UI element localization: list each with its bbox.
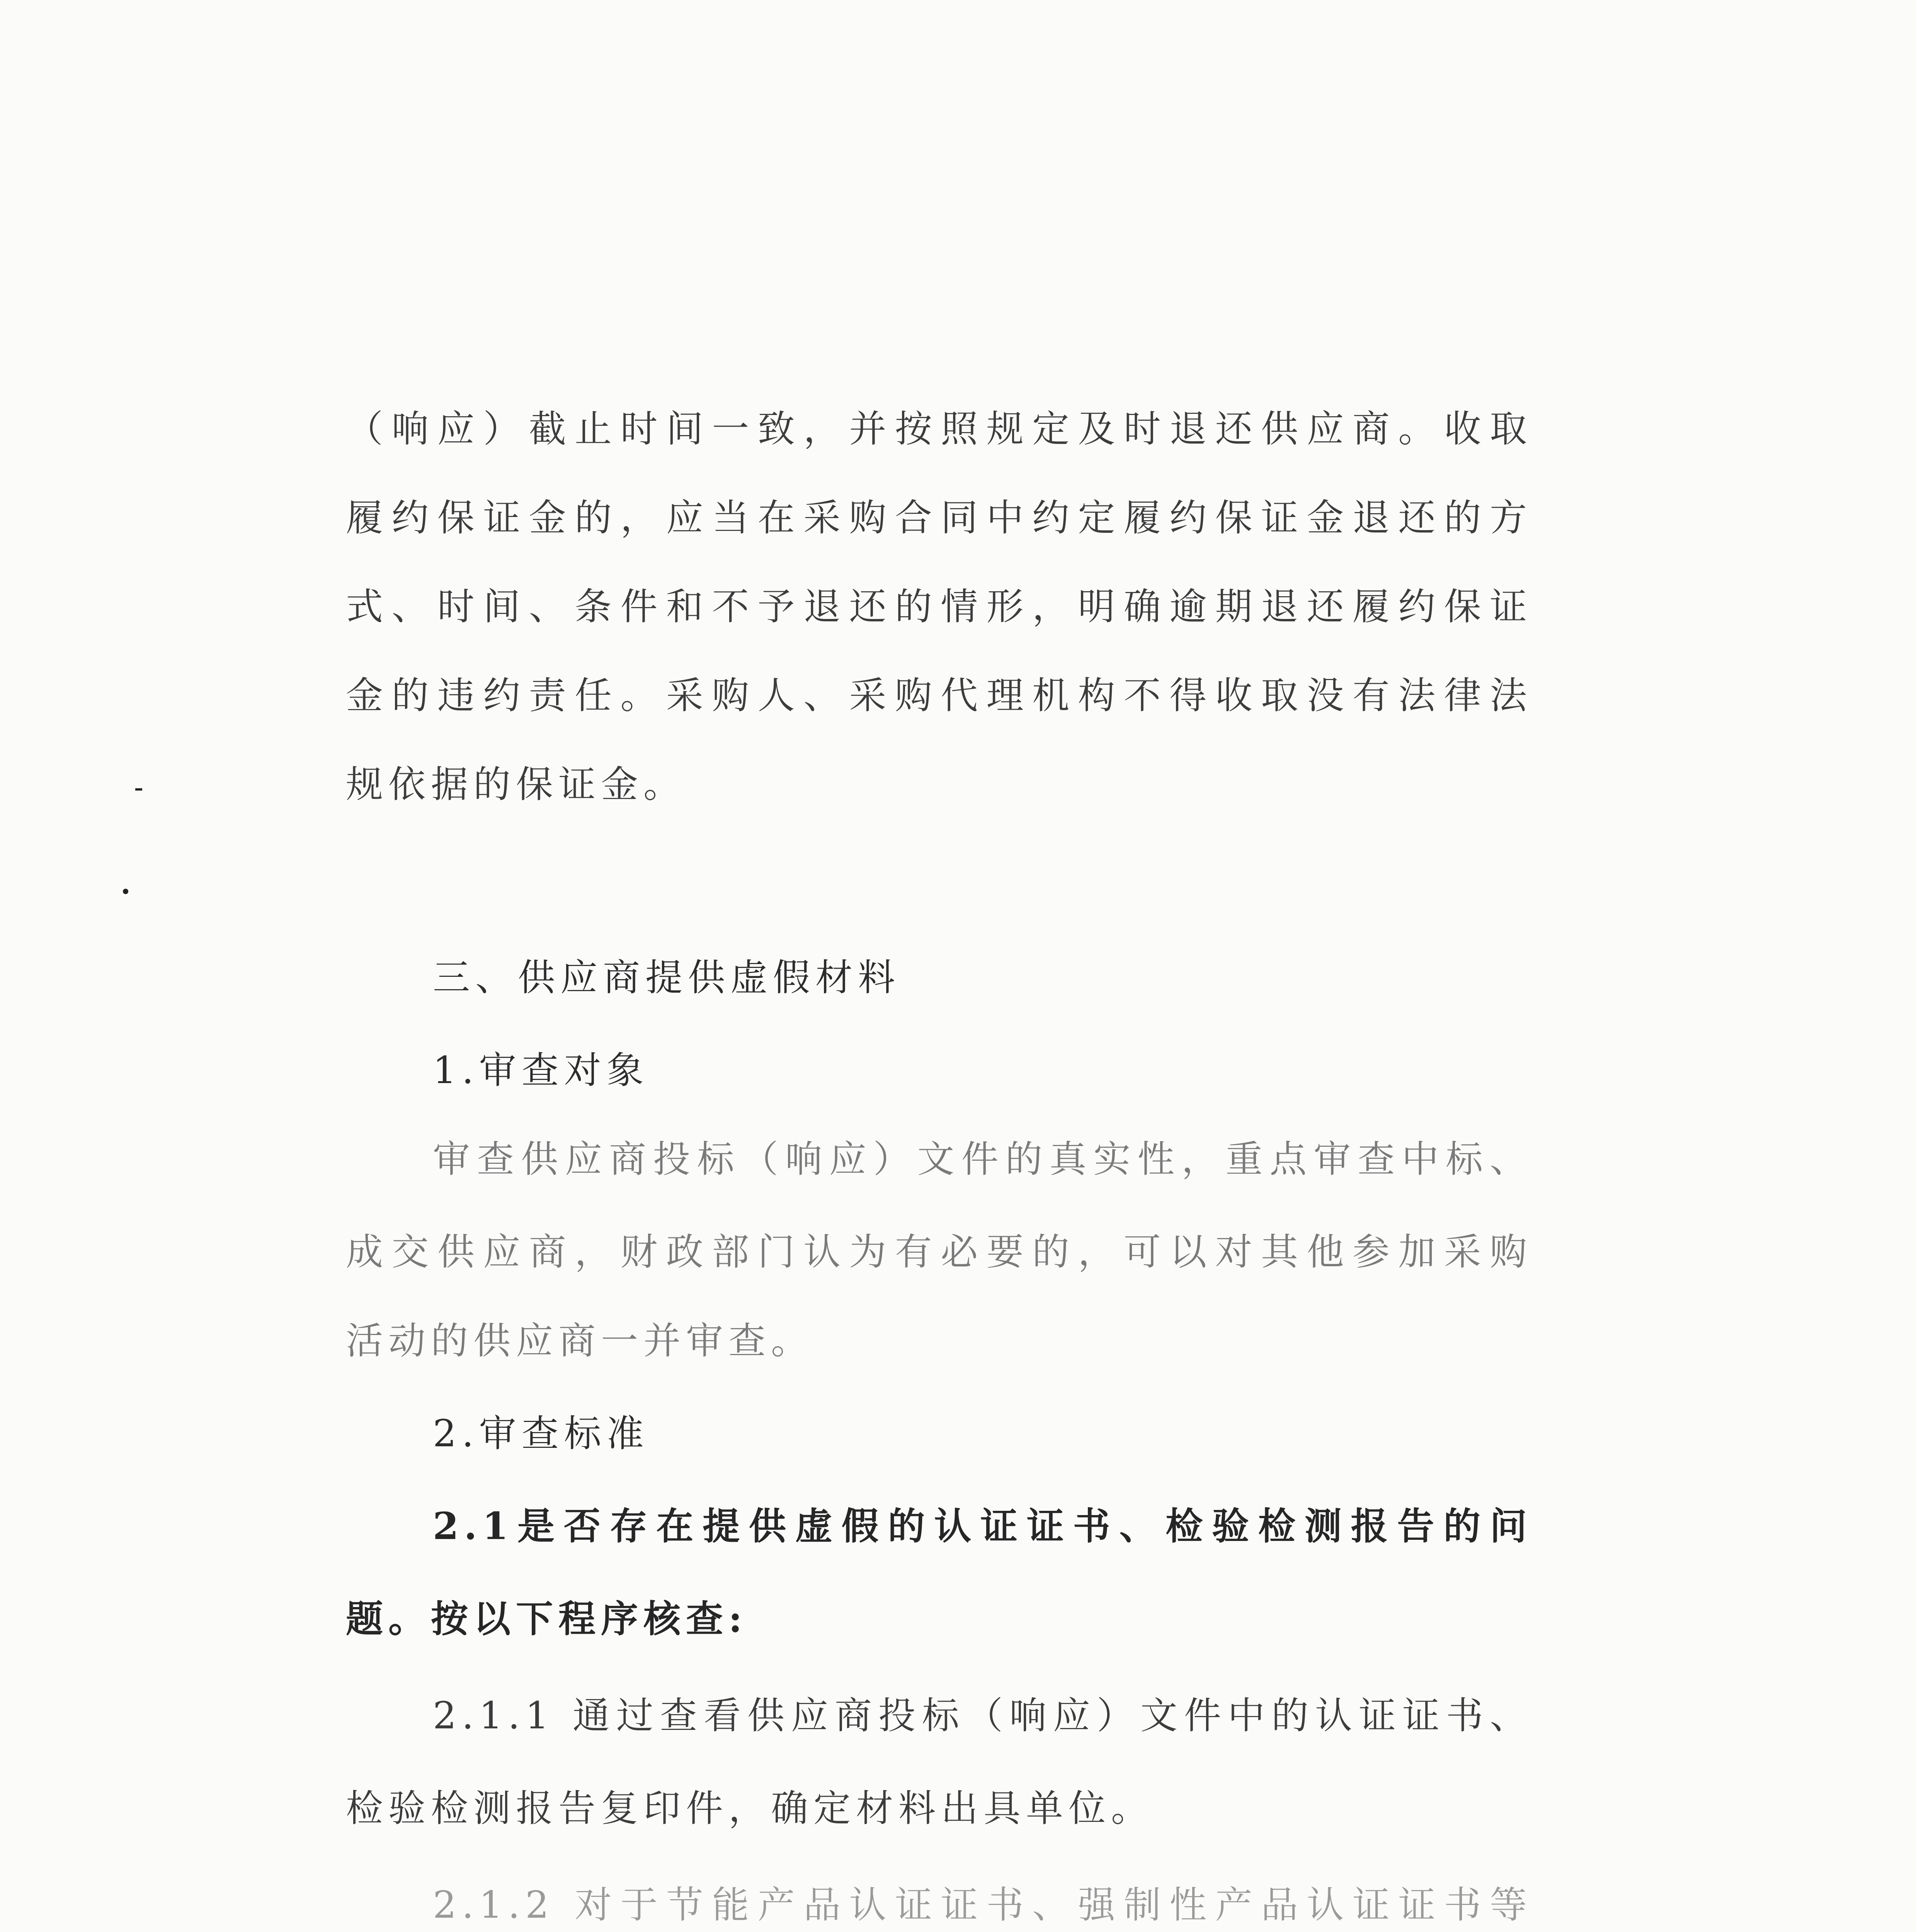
body-line: 式、时间、条件和不予退还的情形，明确逾期退还履约保证 [346,585,1532,628]
body-line: 活动的供应商一并审查。 [346,1319,813,1362]
body-line: 检验检测报告复印件，确定材料出具单位。 [346,1787,1154,1830]
body-line: 2.1.2 对于节能产品认证证书、强制性产品认证证书等 [433,1883,1532,1927]
subsection-heading: 2.审查标准 [433,1412,649,1455]
section-heading: 三、供应商提供虚假材料 [433,956,900,999]
body-line: 题。按以下程序核查: [346,1597,748,1641]
body-line: 金的违约责任。采购人、采购代理机构不得收取没有法律法 [346,674,1532,717]
body-line: 规依据的保证金。 [346,763,686,806]
body-line: 2.1是否存在提供虚假的认证证书、检验检测报告的问 [433,1504,1532,1548]
scan-margin-mark [123,889,128,894]
scan-margin-mark [135,788,142,791]
body-line: 履约保证金的，应当在采购合同中约定履约保证金退还的方 [346,496,1532,539]
body-line: 2.1.1 通过查看供应商投标（响应）文件中的认证证书、 [433,1694,1532,1737]
body-line: 成交供应商，财政部门认为有必要的，可以对其他参加采购 [346,1230,1532,1274]
subsection-heading: 1.审查对象 [433,1049,649,1092]
body-line: （响应）截止时间一致，并按照规定及时退还供应商。收取 [346,407,1532,451]
body-line: 审查供应商投标（响应）文件的真实性，重点审查中标、 [433,1138,1532,1181]
